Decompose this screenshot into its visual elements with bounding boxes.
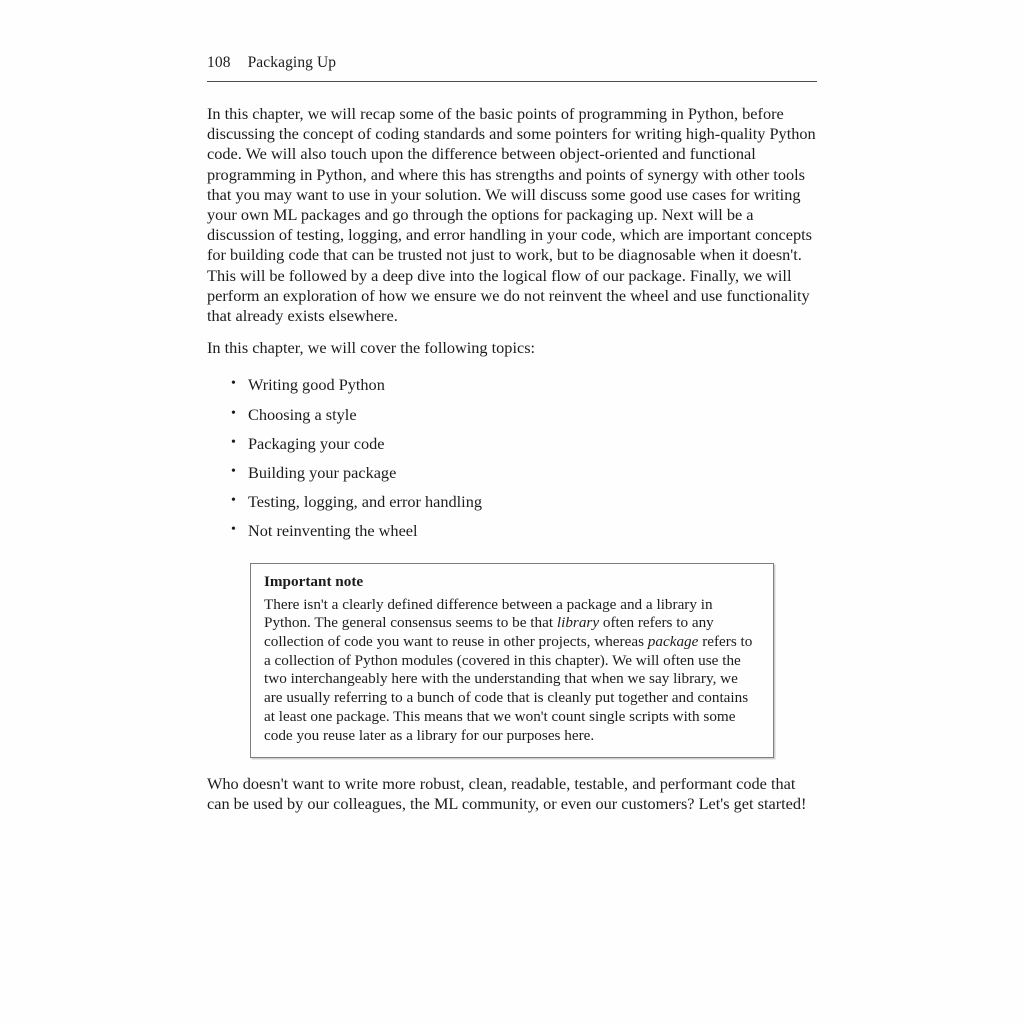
bullet-icon: • xyxy=(231,464,236,480)
bullet-icon: • xyxy=(231,405,236,421)
list-item-label: Writing good Python xyxy=(248,375,385,395)
list-item xyxy=(207,405,817,425)
bullet-icon: • xyxy=(231,434,236,450)
list-item xyxy=(207,463,817,483)
bullet-icon: • xyxy=(231,376,236,392)
list-item-label: Choosing a style xyxy=(248,404,357,424)
note-body-text: often refers to any collection of code you want to reuse in other projects, whereas xyxy=(264,614,714,651)
list-item xyxy=(207,492,817,512)
list-item xyxy=(207,375,817,395)
note-body-text: There isn't a clearly defined difference between a package and a library in Python. The general consensus seems to be that xyxy=(264,595,713,632)
page-number: 108 xyxy=(207,54,231,71)
list-item xyxy=(207,521,817,541)
chapter-title: Packaging Up xyxy=(247,54,337,71)
page-header xyxy=(207,54,817,82)
note-title: Important note xyxy=(264,572,364,590)
note-body xyxy=(264,596,760,746)
list-item-label: Testing, logging, and error handling xyxy=(248,492,482,512)
italic-term-library: library xyxy=(556,614,600,632)
bullet-icon: • xyxy=(231,522,236,538)
closing-paragraph: Who doesn't want to write more robust, clean, readable, testable, and performant code that can be used by our colleagues, the ML community, or even our customers? Let's get started! xyxy=(207,774,807,814)
italic-term-package: package xyxy=(647,633,699,651)
note-body-text: refers to a collection of Python modules (covered in this chapter). We will often use the two interchangeably here with the understanding that when we say library, we are usually referring to a bunch of code that is cleanly put together and contains at least one package. This means that we won't count single scripts with some code you reuse later as a library for our purposes here. xyxy=(264,633,753,744)
important-note-box xyxy=(250,563,774,759)
list-item xyxy=(207,434,817,454)
list-item-label: Not reinventing the wheel xyxy=(248,521,418,541)
list-item-label: Building your package xyxy=(248,463,397,483)
list-item-label: Packaging your code xyxy=(248,433,385,453)
intro-paragraph: In this chapter, we will recap some of the basic points of programming in Python, before discussing the concept of coding standards and some pointers for writing high-quality Python code. We will also touch upon the difference between object-oriented and functional programming in Python, and where this has strengths and points of synergy with other tools that you may want to use in your solution. We will discuss some good use cases for writing your own ML packages and go through the options for packaging up. Next will be a discussion of testing, logging, and error handling in your code, which are important concepts for building code that can be trusted not just to work, but to be diagnosable when it doesn't. This will be followed by a deep dive into the logical flow of our package. Finally, we will perform an exploration of how we ensure we do not reinvent the wheel and use functionality that already exists elsewhere. xyxy=(207,104,816,326)
topics-lead-paragraph: In this chapter, we will cover the following topics: xyxy=(207,338,536,358)
page-content-column xyxy=(207,54,817,827)
topics-list xyxy=(207,375,817,541)
bullet-icon: • xyxy=(231,493,236,509)
